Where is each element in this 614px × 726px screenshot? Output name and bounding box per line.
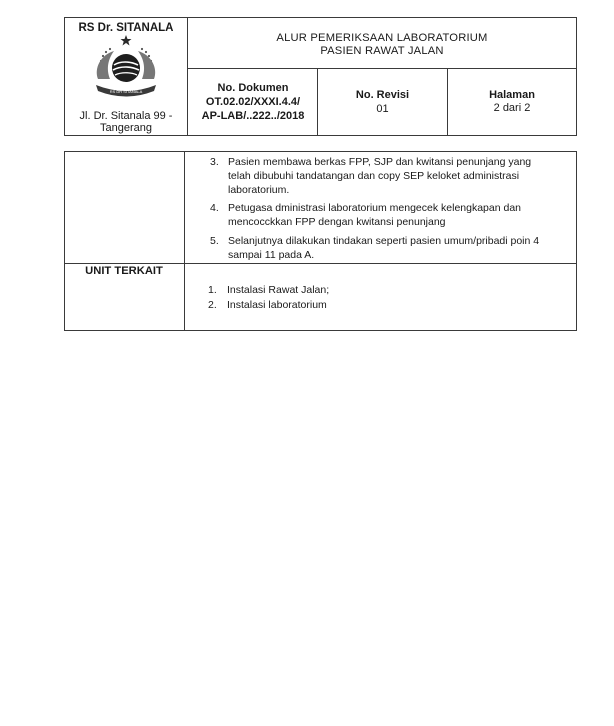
list-item-text: mencocckkan FPP dengan kwitansi penunjang: [228, 216, 446, 228]
document-title-line1: ALUR PEMERIKSAAN LABORATORIUM: [276, 32, 488, 44]
hospital-address-line2: Tangerang: [100, 122, 152, 134]
unit-item-text: Instalasi Rawat Jalan;: [227, 284, 330, 296]
list-item-text: telah dibubuhi tandatangan dan copy SEP keloket administrasi: [228, 170, 520, 182]
body-border-right: [576, 151, 577, 331]
hospital-logo: [90, 35, 162, 103]
page-value: 2 dari 2: [493, 102, 531, 114]
header-divider-title: [187, 68, 577, 69]
list-item-text: Selanjutnya dilakukan tindakan seperti pasien umum/pribadi poin 4: [228, 235, 540, 247]
svg-text:RS DR SITANALA: RS DR SITANALA: [109, 89, 143, 94]
list-item-number: 4.: [210, 202, 219, 214]
body-column-divider: [184, 151, 185, 331]
unit-terkait-label: UNIT TERKAIT: [85, 265, 163, 277]
list-item-number: 5.: [210, 235, 219, 247]
body-border-left: [64, 151, 65, 331]
doc-number-label: No. Dokumen: [217, 82, 289, 94]
unit-item-number: 2.: [208, 299, 217, 311]
unit-item-number: 1.: [208, 284, 217, 296]
list-item-text: Petugasa dministrasi laboratorium mengecek kelengkapan dan: [228, 202, 522, 214]
header-border-bottom: [64, 135, 577, 136]
body-border-top: [64, 151, 577, 152]
doc-number-line2: AP-LAB/..222../2018: [201, 110, 305, 122]
body-border-bottom: [64, 330, 577, 331]
revision-label: No. Revisi: [355, 89, 410, 101]
header-border-right: [576, 17, 577, 136]
body-row-divider: [64, 263, 577, 264]
page-label: Halaman: [489, 89, 535, 101]
list-item-text: Pasien membawa berkas FPP, SJP dan kwitansi penunjang yang: [228, 156, 532, 168]
list-item-text: laboratorium.: [228, 184, 290, 196]
header-border-top: [64, 17, 577, 18]
hospital-name: RS Dr. SITANALA: [78, 22, 174, 34]
unit-item-text: Instalasi laboratorium: [227, 299, 327, 311]
document-title-line2: PASIEN RAWAT JALAN: [320, 45, 444, 57]
doc-number-line1: OT.02.02/XXXI.4.4/: [205, 96, 301, 108]
hospital-address-line1: Jl. Dr. Sitanala 99 -: [79, 110, 173, 122]
list-item-number: 3.: [210, 156, 219, 168]
revision-value: 01: [376, 103, 389, 115]
list-item-text: sampai 11 pada A.: [228, 249, 315, 261]
